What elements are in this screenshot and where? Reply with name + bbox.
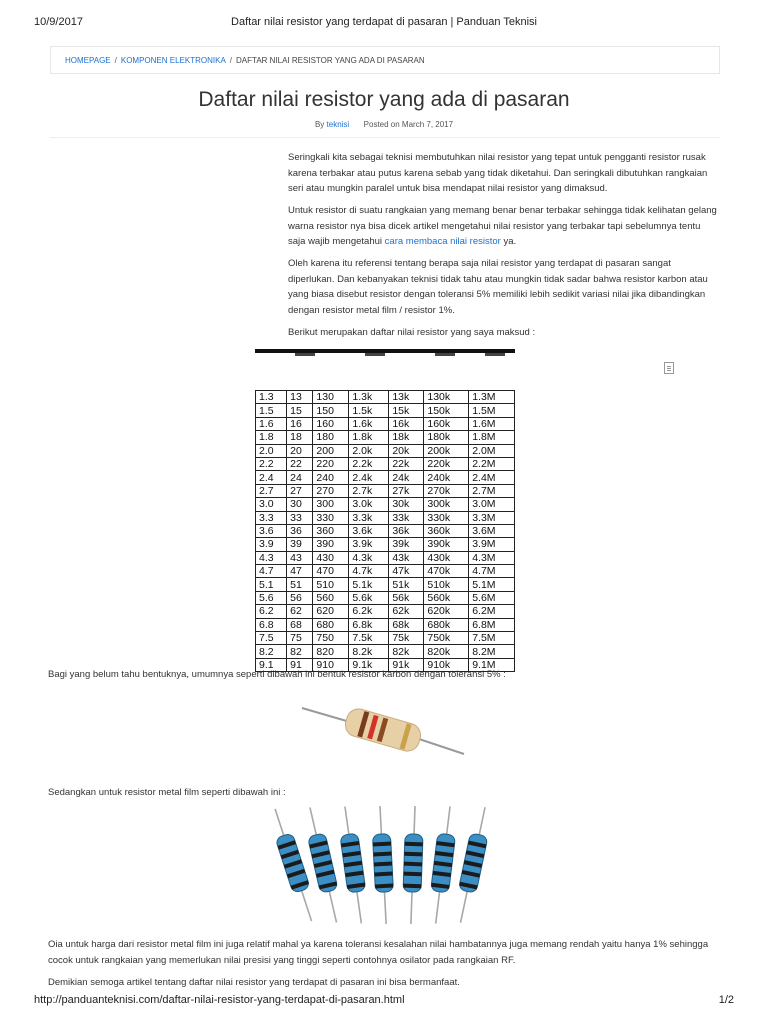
metal-resistor xyxy=(427,805,459,924)
table-cell: 510k xyxy=(424,578,469,591)
table-cell: 6.8k xyxy=(349,618,389,631)
table-cell: 820k xyxy=(424,645,469,658)
table-cell: 2.7k xyxy=(349,484,389,497)
table-row xyxy=(256,524,515,537)
table-top-strip xyxy=(255,349,515,353)
breadcrumb-current: DAFTAR NILAI RESISTOR YANG ADA DI PASARAN xyxy=(236,56,425,65)
table-cell: 5.6 xyxy=(256,591,287,604)
table-cell: 2.7 xyxy=(256,484,287,497)
table-cell: 620k xyxy=(424,605,469,618)
table-cell: 13k xyxy=(389,391,424,404)
table-cell: 200k xyxy=(424,444,469,457)
table-cell: 2.4M xyxy=(469,471,515,484)
table-cell: 3.6k xyxy=(349,524,389,537)
table-cell: 2.2 xyxy=(256,457,287,470)
breadcrumb xyxy=(50,46,720,74)
table-cell: 390 xyxy=(313,538,349,551)
table-cell: 6.2k xyxy=(349,605,389,618)
table-cell: 2.0k xyxy=(349,444,389,457)
table-row xyxy=(256,618,515,631)
table-cell: 9.1 xyxy=(256,658,287,671)
table-cell: 3.0k xyxy=(349,498,389,511)
table-row xyxy=(256,578,515,591)
table-cell: 39k xyxy=(389,538,424,551)
table-cell: 1.8 xyxy=(256,431,287,444)
table-row xyxy=(256,645,515,658)
table-cell: 470k xyxy=(424,565,469,578)
table-cell: 30k xyxy=(389,498,424,511)
table-cell: 7.5M xyxy=(469,632,515,645)
table-row xyxy=(256,632,515,645)
table-cell: 160 xyxy=(313,417,349,430)
print-page-title: Daftar nilai resistor yang terdapat di pasaran | Panduan Teknisi xyxy=(231,16,537,28)
table-cell: 240 xyxy=(313,471,349,484)
table-cell: 2.4 xyxy=(256,471,287,484)
table-cell: 91k xyxy=(389,658,424,671)
table-cell: 18 xyxy=(287,431,313,444)
table-cell: 18k xyxy=(389,431,424,444)
table-cell: 16k xyxy=(389,417,424,430)
table-cell: 3.3k xyxy=(349,511,389,524)
paragraph-reference: Oleh karena itu referensi tentang berapa saja nilai resistor yang terdapat di pasaran sangat diperlukan. Dan kebanyakan teknisi tidak tahu atau mungkin tidak sadar bahwa resistor karbon atau yang biasa disebut resistor dengan toleransi 5% memiliki lebih sedikit variasi nilai jika dibandingkan dengan resistor metal film / resistor 1%. xyxy=(288,258,708,316)
table-cell: 160k xyxy=(424,417,469,430)
table-row xyxy=(256,404,515,417)
table-cell: 16 xyxy=(287,417,313,430)
table-cell: 62 xyxy=(287,605,313,618)
table-cell: 750k xyxy=(424,632,469,645)
table-cell: 27 xyxy=(287,484,313,497)
table-cell: 3.3M xyxy=(469,511,515,524)
table-cell: 2.2M xyxy=(469,457,515,470)
table-cell: 300 xyxy=(313,498,349,511)
table-row xyxy=(256,605,515,618)
table-cell: 560 xyxy=(313,591,349,604)
table-cell: 3.0 xyxy=(256,498,287,511)
table-cell: 1.5k xyxy=(349,404,389,417)
table-cell: 390k xyxy=(424,538,469,551)
table-cell: 3.9M xyxy=(469,538,515,551)
table-cell: 1.3M xyxy=(469,391,515,404)
table-cell: 180k xyxy=(424,431,469,444)
table-cell: 360 xyxy=(313,524,349,537)
author-link[interactable]: teknisi xyxy=(326,120,350,129)
table-row xyxy=(256,431,515,444)
table-cell: 15 xyxy=(287,404,313,417)
table-cell: 39 xyxy=(287,538,313,551)
table-cell: 82 xyxy=(287,645,313,658)
table-cell: 3.3 xyxy=(256,511,287,524)
breadcrumb-separator: / xyxy=(114,56,117,65)
document-icon[interactable] xyxy=(664,362,674,374)
table-cell: 1.3 xyxy=(256,391,287,404)
breadcrumb-home-link[interactable]: HOMEPAGE xyxy=(65,56,111,65)
metal-film-resistors-image xyxy=(275,806,491,924)
table-cell: 27k xyxy=(389,484,424,497)
breadcrumb-separator: / xyxy=(229,56,233,65)
table-cell: 270 xyxy=(313,484,349,497)
table-row xyxy=(256,457,515,470)
table-cell: 82k xyxy=(389,645,424,658)
table-cell: 4.3M xyxy=(469,551,515,564)
table-cell: 6.2 xyxy=(256,605,287,618)
table-cell: 430k xyxy=(424,551,469,564)
carbon-resistor-image xyxy=(300,694,466,766)
table-cell: 6.2M xyxy=(469,605,515,618)
table-cell: 130k xyxy=(424,391,469,404)
table-cell: 560k xyxy=(424,591,469,604)
table-cell: 5.6k xyxy=(349,591,389,604)
table-cell: 13 xyxy=(287,391,313,404)
table-cell: 8.2M xyxy=(469,645,515,658)
table-cell: 1.6 xyxy=(256,417,287,430)
table-cell: 15k xyxy=(389,404,424,417)
divider xyxy=(50,137,720,138)
metal-resistor xyxy=(267,806,321,924)
table-cell: 24 xyxy=(287,471,313,484)
table-cell: 8.2 xyxy=(256,645,287,658)
table-cell: 5.1k xyxy=(349,578,389,591)
table-cell: 75 xyxy=(287,632,313,645)
table-cell: 20k xyxy=(389,444,424,457)
table-cell: 300k xyxy=(424,498,469,511)
table-cell: 43 xyxy=(287,551,313,564)
table-cell: 20 xyxy=(287,444,313,457)
paragraph-metal-film: Sedangkan untuk resistor metal film seperti dibawah ini : xyxy=(48,787,286,798)
resistor-table-image xyxy=(255,349,515,671)
table-cell: 91 xyxy=(287,658,313,671)
paragraph-list-intro: Berikut merupakan daftar nilai resistor yang saya maksud : xyxy=(288,327,536,338)
table-cell: 360k xyxy=(424,524,469,537)
metal-resistor xyxy=(301,805,345,924)
table-cell: 36k xyxy=(389,524,424,537)
table-cell: 5.1M xyxy=(469,578,515,591)
table-cell: 56 xyxy=(287,591,313,604)
table-cell: 1.8M xyxy=(469,431,515,444)
table-row xyxy=(256,565,515,578)
table-row xyxy=(256,484,515,497)
table-row xyxy=(256,538,515,551)
table-cell: 2.7M xyxy=(469,484,515,497)
table-cell: 1.3k xyxy=(349,391,389,404)
metal-resistor xyxy=(402,806,424,925)
table-cell: 22k xyxy=(389,457,424,470)
table-cell: 75k xyxy=(389,632,424,645)
table-cell: 1.8k xyxy=(349,431,389,444)
table-cell: 3.9 xyxy=(256,538,287,551)
table-cell: 56k xyxy=(389,591,424,604)
table-cell: 430 xyxy=(313,551,349,564)
table-cell: 4.7 xyxy=(256,565,287,578)
table-cell: 4.7M xyxy=(469,565,515,578)
table-row xyxy=(256,511,515,524)
table-cell: 68k xyxy=(389,618,424,631)
table-cell: 2.2k xyxy=(349,457,389,470)
table-cell: 4.3k xyxy=(349,551,389,564)
table-cell: 30 xyxy=(287,498,313,511)
table-cell: 2.0 xyxy=(256,444,287,457)
table-cell: 910 xyxy=(313,658,349,671)
table-cell: 150k xyxy=(424,404,469,417)
table-cell: 2.0M xyxy=(469,444,515,457)
paragraph-closing: Demikian semoga artikel tentang daftar nilai resistor yang terdapat di pasaran ini bisa bermanfaat. xyxy=(48,977,460,988)
table-cell: 7.5k xyxy=(349,632,389,645)
table-cell: 6.8M xyxy=(469,618,515,631)
table-row xyxy=(256,471,515,484)
table-cell: 180 xyxy=(313,431,349,444)
table-cell: 270k xyxy=(424,484,469,497)
table-cell: 1.5 xyxy=(256,404,287,417)
table-cell: 150 xyxy=(313,404,349,417)
table-row xyxy=(256,591,515,604)
table-cell: 9.1k xyxy=(349,658,389,671)
table-cell: 3.0M xyxy=(469,498,515,511)
metal-resistor xyxy=(452,805,494,924)
metal-resistor xyxy=(336,805,370,924)
table-cell: 220k xyxy=(424,457,469,470)
paragraph-price: Oia untuk harga dari resistor metal film ini juga relatif mahal ya karena toleransi kesalahan nilai hambatannya juga memang rendah yaitu hanya 1% sehingga cocok untuk rangkaian yang memerlukan nilai presisi yang tinggi seperti contohnya osilator pada rangkaian RF. xyxy=(48,939,709,966)
table-cell: 3.6 xyxy=(256,524,287,537)
table-cell: 24k xyxy=(389,471,424,484)
table-cell: 220 xyxy=(313,457,349,470)
table-cell: 200 xyxy=(313,444,349,457)
table-cell: 680 xyxy=(313,618,349,631)
table-row xyxy=(256,417,515,430)
table-cell: 750 xyxy=(313,632,349,645)
article-title: Daftar nilai resistor yang ada di pasaran xyxy=(198,88,570,111)
table-cell: 620 xyxy=(313,605,349,618)
table-cell: 7.5 xyxy=(256,632,287,645)
table-cell: 51k xyxy=(389,578,424,591)
posted-date: Posted on March 7, 2017 xyxy=(363,120,454,129)
table-row xyxy=(256,498,515,511)
table-cell: 47k xyxy=(389,565,424,578)
read-resistor-link[interactable]: cara membaca nilai resistor xyxy=(384,236,501,247)
table-cell: 330 xyxy=(313,511,349,524)
table-row xyxy=(256,444,515,457)
table-cell: 470 xyxy=(313,565,349,578)
table-cell: 1.6k xyxy=(349,417,389,430)
table-cell: 910k xyxy=(424,658,469,671)
breadcrumb-category-link[interactable]: KOMPONEN ELEKTRONIKA xyxy=(120,56,226,65)
table-cell: 9.1M xyxy=(469,658,515,671)
post-meta xyxy=(0,120,768,129)
table-cell: 33k xyxy=(389,511,424,524)
table-cell: 1.6M xyxy=(469,417,515,430)
page-number: 1/2 xyxy=(718,994,734,1006)
table-cell: 5.1 xyxy=(256,578,287,591)
table-cell: 36 xyxy=(287,524,313,537)
table-cell: 8.2k xyxy=(349,645,389,658)
table-cell: 2.4k xyxy=(349,471,389,484)
table-cell: 6.8 xyxy=(256,618,287,631)
print-date: 10/9/2017 xyxy=(34,16,83,28)
paragraph-carbon: Bagi yang belum tahu bentuknya, umumnya seperti dibawah ini bentuk resistor karbon dengan toleransi 5% : xyxy=(48,669,506,680)
table-cell: 330k xyxy=(424,511,469,524)
resistor-values-table xyxy=(255,390,515,672)
table-cell: 33 xyxy=(287,511,313,524)
table-cell: 4.7k xyxy=(349,565,389,578)
intro-paragraph: Seringkali kita sebagai teknisi membutuhkan nilai resistor yang tepat untuk pengganti resistor rusak karena terbakar atau putus karena sebab yang tidak diketahui. Dan seringkali dibutuhkan rangkaian seri atau mungkin paralel untuk bisa mendapat nilai resistor yang dimaksud. xyxy=(288,152,708,194)
print-url: http://panduanteknisi.com/daftar-nilai-resistor-yang-terdapat-di-pasaran.html xyxy=(34,994,405,1006)
table-cell: 510 xyxy=(313,578,349,591)
metal-resistor xyxy=(371,806,395,925)
table-cell: 47 xyxy=(287,565,313,578)
table-cell: 62k xyxy=(389,605,424,618)
table-cell: 3.6M xyxy=(469,524,515,537)
paragraph-burnt-resistor: Untuk resistor di suatu rangkaian yang memang benar benar terbakar sehingga tidak kelihatan gelang warna resistor nya bisa dicek artikel mengetahui nilai resistor yang terbakar tapi sebelumnya tentu saja wajib mengetahui cara membaca nilai resistor ya. xyxy=(288,205,717,247)
by-label: By xyxy=(314,120,325,129)
table-cell: 51 xyxy=(287,578,313,591)
table-cell: 1.5M xyxy=(469,404,515,417)
table-cell: 820 xyxy=(313,645,349,658)
table-cell: 130 xyxy=(313,391,349,404)
table-cell: 3.9k xyxy=(349,538,389,551)
table-cell: 68 xyxy=(287,618,313,631)
table-cell: 43k xyxy=(389,551,424,564)
table-row xyxy=(256,391,515,404)
table-cell: 22 xyxy=(287,457,313,470)
table-cell: 680k xyxy=(424,618,469,631)
table-cell: 5.6M xyxy=(469,591,515,604)
table-cell: 4.3 xyxy=(256,551,287,564)
table-cell: 240k xyxy=(424,471,469,484)
table-row xyxy=(256,551,515,564)
